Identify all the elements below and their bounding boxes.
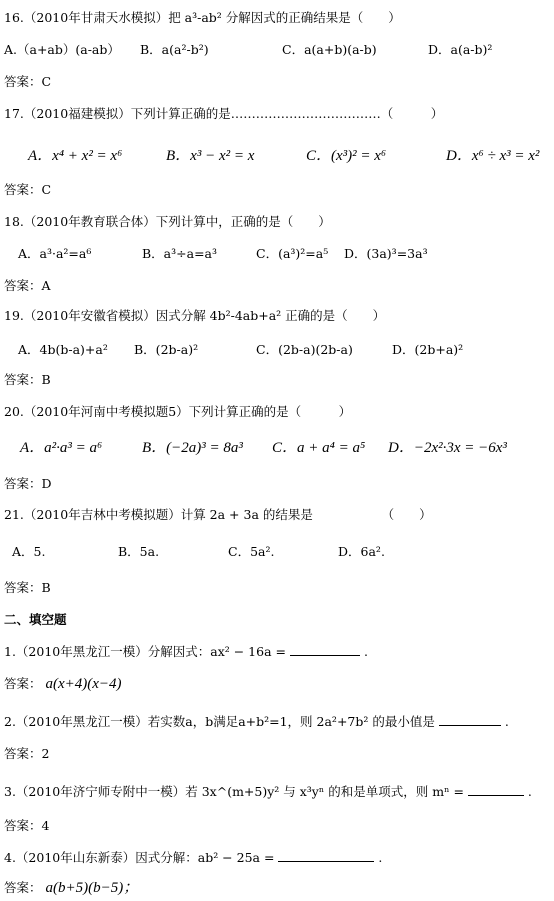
fill-4-end: . — [378, 850, 383, 865]
section-heading: 二、填空题 — [4, 612, 67, 627]
fill-2-row — [4, 712, 509, 730]
fill-1-stem: 1.（2010年黑龙江一模）分解因式：ax² − 16a = — [4, 644, 286, 659]
question-17-stem: 17.（2010福建模拟）下列计算正确的是………………………………（ ） — [4, 106, 444, 121]
fill-1-row — [4, 642, 368, 660]
fill-4-answer-row — [4, 876, 138, 897]
question-18-answer: 答案：A — [4, 278, 51, 293]
question-20-option-a: A．a²·a³ = a⁶ — [20, 440, 103, 456]
question-18-stem: 18.（2010年教育联合体）下列计算中，正确的是（ ） — [4, 214, 331, 229]
question-19-option-d: D．(2b+a)² — [392, 342, 464, 357]
fill-3-blank[interactable] — [468, 783, 524, 796]
question-17-option-b: B．x³ − x² = x — [166, 148, 255, 164]
question-16-stem: 16.（2010年甘肃天水模拟）把 a³-ab² 分解因式的正确结果是（ ） — [4, 10, 401, 25]
fill-1-answer-label: 答案： — [4, 676, 42, 691]
fill-4-blank[interactable] — [278, 849, 374, 862]
fill-1-answer-row — [4, 674, 122, 693]
fill-1-end: . — [363, 644, 368, 659]
question-18-option-b: B．a³÷a=a³ — [142, 246, 218, 261]
question-16-option-c: C．a(a+b)(a-b) — [282, 42, 377, 57]
question-18-option-d: D．(3a)³=3a³ — [344, 246, 428, 261]
fill-2-answer: 答案：2 — [4, 746, 50, 761]
fill-2-stem: 2.（2010年黑龙江一模）若实数a，b满足a+b²=1，则 2a²+7b² 的最小值是 — [4, 714, 435, 729]
question-16-option-b: B．a(a²-b²) — [140, 42, 209, 57]
question-17-option-c: C．(x³)² = x⁶ — [306, 148, 387, 164]
question-19-answer: 答案：B — [4, 372, 51, 387]
question-20-answer: 答案：D — [4, 476, 52, 491]
fill-3-answer: 答案：4 — [4, 818, 50, 833]
question-17-answer: 答案：C — [4, 182, 52, 197]
fill-4-answer: a(b+5)(b−5)； — [45, 880, 139, 896]
question-19-stem: 19.（2010年安徽省模拟）因式分解 4b²-4ab+a² 正确的是（ ） — [4, 308, 386, 323]
question-16-option-d: D．a(a-b)² — [428, 42, 493, 57]
question-20-option-c: C．a + a⁴ = a⁵ — [272, 440, 366, 456]
question-19-option-b: B．(2b-a)² — [134, 342, 199, 357]
fill-2-blank[interactable] — [439, 713, 501, 726]
question-17-option-a: A．x⁴ + x² = x⁶ — [28, 148, 123, 164]
question-16-answer: 答案：C — [4, 74, 52, 89]
question-20-option-b: B．(−2a)³ = 8a³ — [142, 440, 243, 456]
question-19-option-a: A．4b(b-a)+a² — [18, 342, 108, 357]
question-17-option-d: D．x⁶ ÷ x³ = x² — [446, 148, 540, 164]
question-21-answer: 答案：B — [4, 580, 51, 595]
fill-1-blank[interactable] — [290, 643, 360, 656]
fill-3-row — [4, 782, 532, 800]
question-21-option-a: A．5. — [12, 544, 46, 559]
fill-4-row — [4, 848, 382, 866]
question-18-option-a: A．a³·a²=a⁶ — [18, 246, 92, 261]
fill-4-stem: 4.（2010年山东新泰）因式分解：ab² − 25a = — [4, 850, 275, 865]
question-21-option-b: B．5a. — [118, 544, 160, 559]
question-20-option-d: D．−2x²·3x = −6x³ — [388, 440, 507, 456]
question-21-option-d: D．6a². — [338, 544, 385, 559]
question-19-option-c: C．(2b-a)(2b-a) — [256, 342, 353, 357]
question-21-option-c: C．5a². — [228, 544, 275, 559]
fill-4-answer-label: 答案： — [4, 880, 42, 895]
fill-1-answer: a(x+4)(x−4) — [45, 676, 122, 692]
fill-3-stem: 3.（2010年济宁师专附中一模）若 3x^(m+5)y² 与 x³yⁿ 的和是单项式，则 mⁿ = — [4, 784, 464, 799]
fill-2-end: . — [504, 714, 509, 729]
question-16-option-a: A.（a+ab）(a-ab） — [4, 42, 120, 57]
question-21-stem: 21.（2010年吉林中考模拟题）计算 2a + 3a 的结果是 （ ） — [4, 507, 432, 522]
fill-3-end: . — [527, 784, 532, 799]
question-18-option-c: C．(a³)²=a⁵ — [256, 246, 329, 261]
question-20-stem: 20.（2010年河南中考模拟题5）下列计算正确的是（ ） — [4, 404, 352, 419]
